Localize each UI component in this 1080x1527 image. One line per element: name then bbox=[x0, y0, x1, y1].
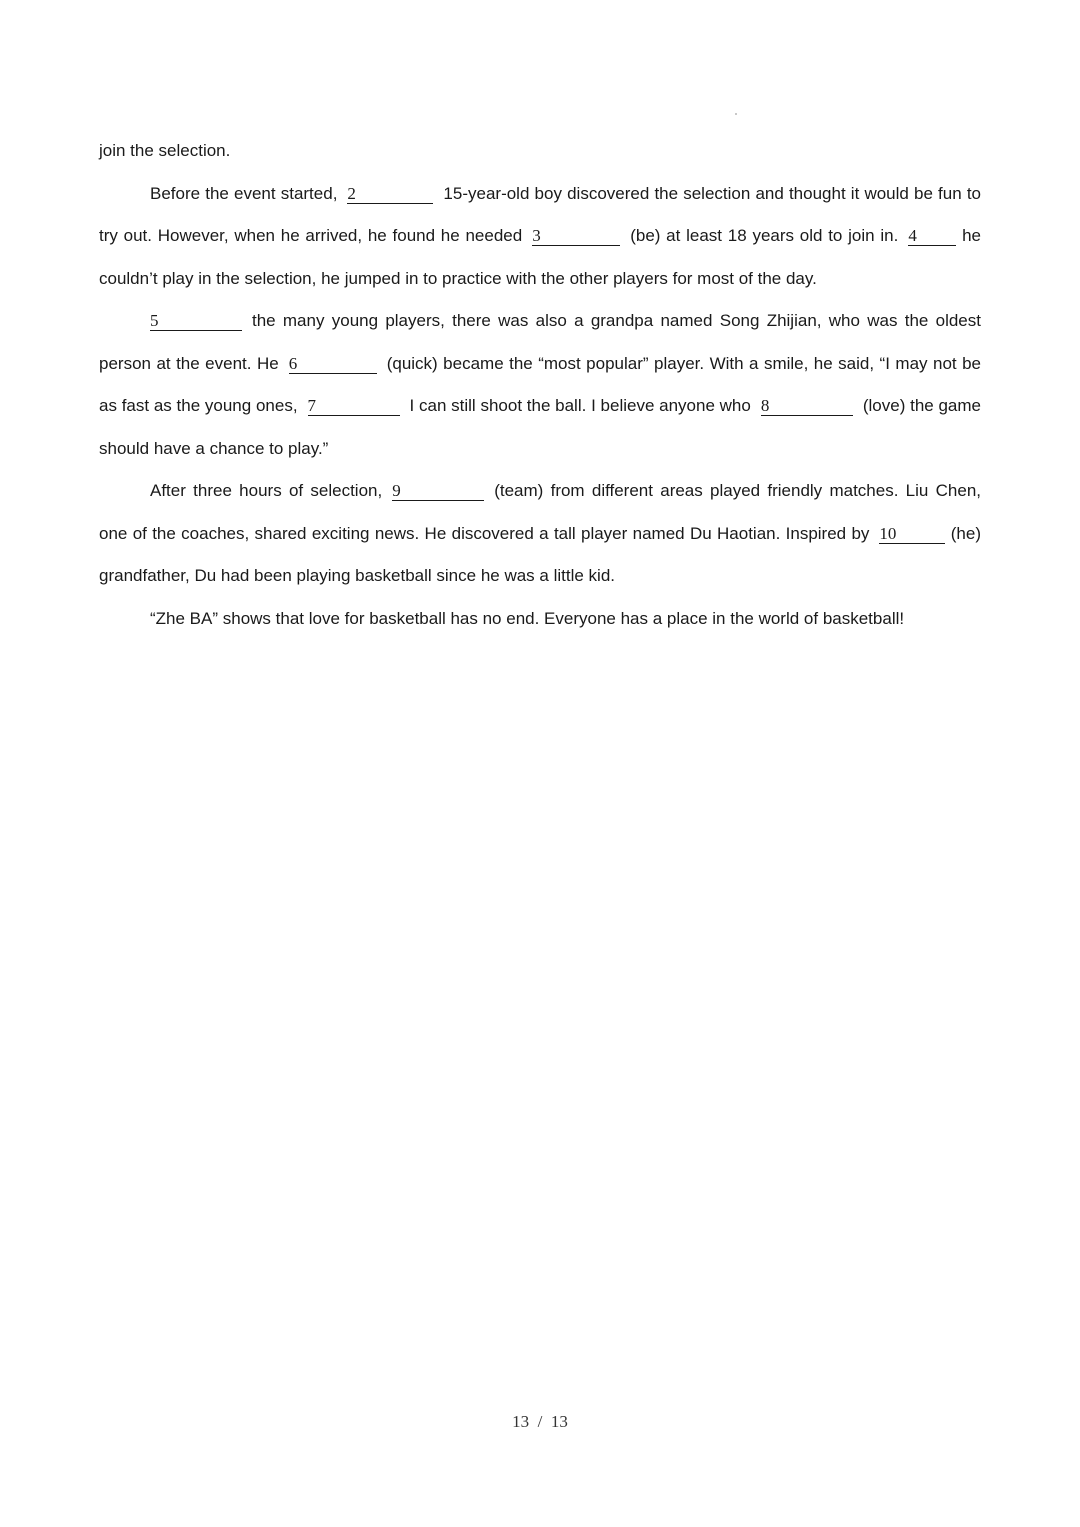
blank-3[interactable]: 3 bbox=[532, 226, 620, 246]
paragraph-2-text-2: (quick) became the “most popular” player. With a smile, he said, “I may not be as fast as the young ones, bbox=[99, 353, 981, 415]
paragraph-3-text-3: (he) grandfather, Du had been playing basketball since he was a little kid. bbox=[99, 523, 981, 585]
paragraph-0-text: join the selection. bbox=[99, 141, 231, 160]
blank-9[interactable]: 9 bbox=[392, 481, 484, 501]
paragraph-4-text: “Zhe BA” shows that love for basketball has no end. Everyone has a place in the world of basketball! bbox=[150, 608, 905, 628]
blank-5[interactable]: 5 bbox=[150, 311, 242, 331]
blank-6[interactable]: 6 bbox=[289, 354, 377, 374]
paragraph-2-text-4: (love) the game should have a chance to play.” bbox=[99, 396, 981, 458]
paragraph-1-text-4: he couldn’t play in the selection, he jumped in to practice with the other players for most of the day. bbox=[99, 226, 981, 288]
page-number bbox=[0, 1412, 1080, 1432]
paragraph-1 bbox=[99, 173, 981, 301]
paragraph-3-text-1: After three hours of selection, bbox=[150, 481, 383, 500]
paragraph-2-text-3: I can still shoot the ball. I believe anyone who bbox=[409, 396, 751, 415]
paragraph-0 bbox=[99, 130, 981, 173]
paragraph-1-text-2: 15-year-old boy discovered the selection and thought it would be fun to try out. However, when he arrived, he found he needed bbox=[99, 183, 981, 245]
paragraph-3 bbox=[99, 470, 981, 598]
total-pages: 13 bbox=[550, 1412, 568, 1431]
paragraph-1-text-3: (be) at least 18 years old to join in. bbox=[630, 226, 899, 245]
page-separator: / bbox=[537, 1412, 543, 1431]
blank-4[interactable]: 4 bbox=[908, 226, 956, 246]
scan-speck bbox=[735, 113, 737, 115]
paragraph-1-text-1: Before the event started, bbox=[150, 183, 338, 203]
blank-7[interactable]: 7 bbox=[308, 396, 400, 416]
blank-10[interactable]: 10 bbox=[879, 524, 945, 544]
paragraph-2-text-1: the many young players, there was also a grandpa named Song Zhijian, who was the oldest person at the event. He bbox=[99, 311, 981, 373]
blank-2[interactable]: 2 bbox=[347, 184, 433, 204]
paragraph-4 bbox=[99, 598, 981, 641]
current-page: 13 bbox=[512, 1412, 530, 1431]
passage bbox=[99, 130, 981, 640]
paragraph-3-text-2: (team) from different areas played friendly matches. Liu Chen, one of the coaches, shared exciting news. He discovered a tall player named Du Haotian. Inspired by bbox=[99, 481, 981, 543]
paragraph-2 bbox=[99, 300, 981, 470]
blank-8[interactable]: 8 bbox=[761, 396, 853, 416]
